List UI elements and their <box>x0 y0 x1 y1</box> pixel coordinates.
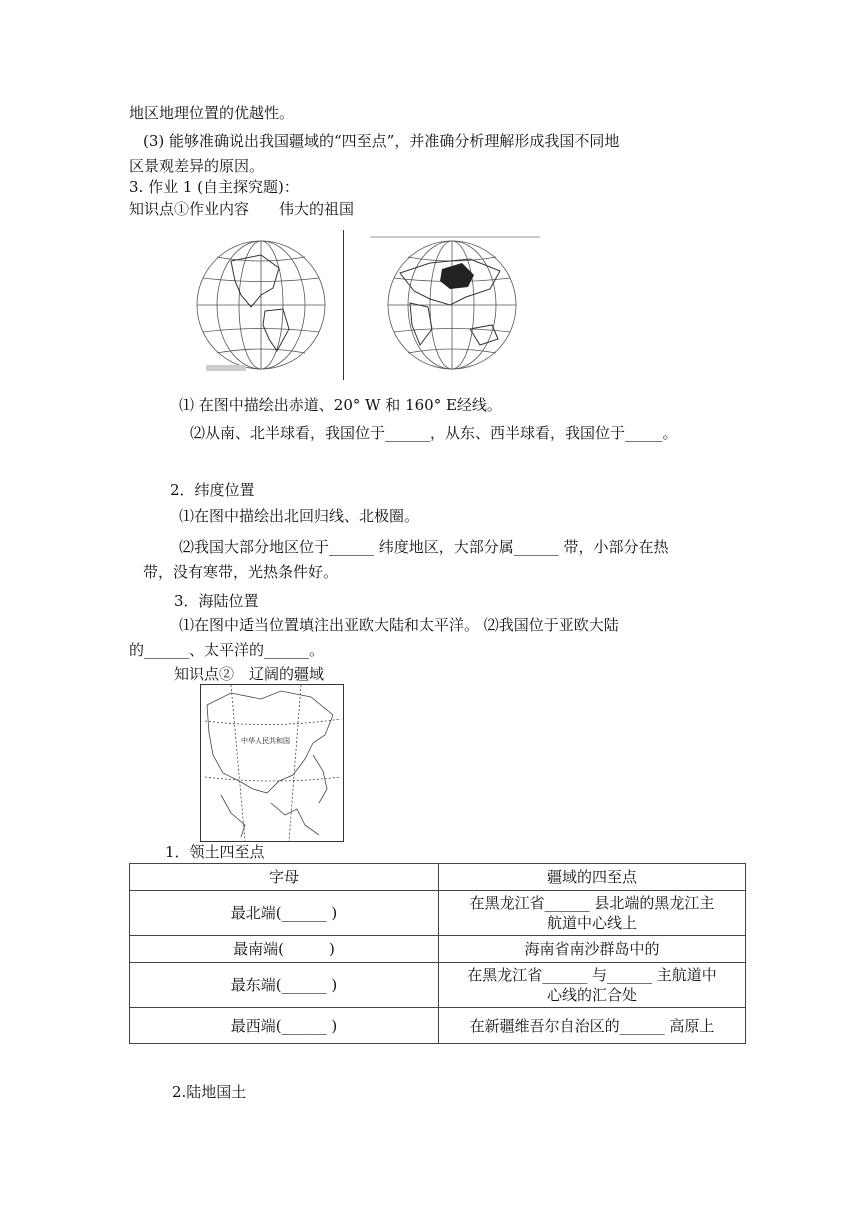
table-row <box>130 891 746 936</box>
question-line: ⑵我国大部分地区位于______ 纬度地区，大部分属______ 带，小部分在热 <box>179 538 669 556</box>
table-header: 疆域的四至点 <box>439 864 746 891</box>
table-cell: 最北端(______ ) <box>130 891 439 936</box>
table-cell: 在新疆维吾尔自治区的______ 高原上 <box>439 1008 746 1044</box>
table-cell: 最西端(______ ) <box>130 1008 439 1044</box>
cell-line: 在黑龙江省______ 县北端的黑龙江主 <box>469 894 715 912</box>
section-heading: 3．海陆位置 <box>174 592 259 610</box>
question-line: ⑴在图中描绘出北回归线、北极圈。 <box>179 507 420 525</box>
table-header: 字母 <box>130 864 439 891</box>
western-hemisphere-figure <box>191 233 331 381</box>
cell-line: 在黑龙江省______ 与______ 主航道中 <box>467 966 717 984</box>
cell-line: 航道中心线上 <box>546 914 637 932</box>
table-cell: 海南省南沙群岛中的 <box>439 936 746 963</box>
table-header-row <box>130 864 746 891</box>
knowledge-point-heading: 知识点② 辽阔的疆域 <box>174 665 325 683</box>
question-line: ⑵从南、北半球看，我国位于______，从东、西半球看，我国位于_____。 <box>190 424 678 442</box>
map-country-label: 中华人民共和国 <box>241 737 290 745</box>
section-heading: 1．领土四至点 <box>165 843 265 861</box>
table-row <box>130 936 746 963</box>
section-heading: 3. 作业 1 (自主探究题)： <box>129 178 299 196</box>
figure-divider <box>343 230 344 380</box>
eastern-hemisphere-figure <box>370 233 540 381</box>
text-line: (3) 能够准确说出我国疆域的“四至点”，并准确分析理解形成我国不同地 <box>143 132 620 150</box>
question-line: 的______、太平洋的______。 <box>129 641 325 659</box>
table-cell <box>439 891 746 936</box>
cell-line: 心线的汇合处 <box>546 986 637 1004</box>
table-cell: 最南端( ) <box>130 936 439 963</box>
four-extremes-table <box>129 863 746 1044</box>
question-line: 带，没有寒带，光热条件好。 <box>143 563 339 581</box>
table-cell <box>439 963 746 1008</box>
text-line: 区景观差异的原因。 <box>129 157 265 175</box>
text-line: 地区地理位置的优越性。 <box>129 104 295 122</box>
table-row <box>130 963 746 1008</box>
table-cell: 最东端(______ ) <box>130 963 439 1008</box>
table-row <box>130 1008 746 1044</box>
question-line: ⑴在图中适当位置填注出亚欧大陆和太平洋。 ⑵我国位于亚欧大陆 <box>179 616 619 634</box>
china-map-figure <box>200 684 344 842</box>
question-line: ⑴ 在图中描绘出赤道、20° W 和 160° E经线。 <box>179 396 502 414</box>
section-heading: 2.陆地国土 <box>172 1083 247 1101</box>
knowledge-point-heading: 知识点①作业内容 伟大的祖国 <box>129 200 355 218</box>
section-heading: 2．纬度位置 <box>170 481 255 499</box>
